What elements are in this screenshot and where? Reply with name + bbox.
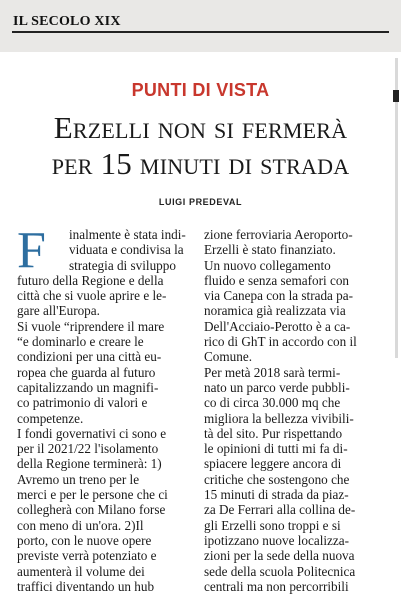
body-line: centrali ma non percorribili [204, 578, 349, 594]
masthead-bar [0, 0, 401, 52]
body-line: spiacere leggere ancora di [204, 456, 342, 472]
body-line: inalmente è stata indi- [69, 227, 186, 242]
article-column-left [17, 222, 189, 594]
body-line: fluido e senza semafori con [204, 272, 350, 288]
body-line: rico di GhT in accordo con il [204, 334, 357, 350]
body-line: Si vuole “riprendere il mare [17, 318, 165, 334]
section-title: PUNTI DI VISTA [131, 80, 270, 100]
newspaper-masthead: IL SECOLO XIX [13, 14, 121, 29]
body-line: Un nuovo collegamento [204, 257, 331, 273]
body-line: Dell'Acciaio-Perotto è a ca- [204, 318, 351, 334]
body-line: zione ferroviaria Aeroporto- [204, 227, 353, 242]
body-line: della Regione terminerà: 1) [17, 456, 162, 472]
body-line: futuro della Regione e della [17, 272, 164, 288]
body-line: critiche che sostengono che [204, 471, 350, 487]
body-line: tà del sito. Pur rispettando [204, 425, 343, 441]
body-line: previste verrà potenziato e [17, 548, 157, 564]
body-line: nato un parco verde pubbli- [204, 379, 350, 395]
body-line: zioni per la sede della nuova [204, 548, 355, 564]
body-line: 15 minuti di strada da piaz- [204, 487, 349, 503]
body-line: con meno di un'ora. 2)Il [17, 517, 144, 533]
body-line: Erzelli è stato finanziato. [204, 242, 336, 258]
body-line: noramica già realizzata via [204, 303, 346, 319]
body-line: gli Erzelli sono troppi e si [204, 517, 341, 533]
masthead-rule [12, 31, 389, 33]
body-line: viduata e condivisa la [69, 242, 184, 258]
body-line: aumenterà il volume dei [17, 563, 145, 579]
body-line: I fondi governativi ci sono e [17, 425, 167, 441]
body-line: sede della scuola Politecnica [204, 563, 356, 579]
body-line: za De Ferrari alla collina de- [204, 502, 356, 518]
body-line: co patrimonio di valori e [17, 395, 148, 411]
body-line: le opinioni di tutti mi fa di- [204, 441, 348, 457]
headline-line-1: Erzelli non si fermerà [53, 110, 348, 145]
adjacent-column-edge [395, 58, 398, 358]
article-column-right [204, 227, 378, 594]
article-headline [0, 110, 401, 182]
body-line: “e dominarlo e creare le [17, 334, 144, 350]
drop-cap: F [17, 222, 46, 279]
body-line: Avremo un treno per le [17, 471, 140, 487]
body-line: via Canepa con la strada pa- [204, 288, 354, 304]
body-line: merci e per le persone che ci [17, 487, 168, 503]
body-line: traffici diventando un hub [17, 578, 155, 594]
body-line: capitalizzando un magnifi- [17, 379, 159, 395]
body-line: condizioni per una città eu- [17, 349, 162, 365]
body-line: collegherà con Milano forse [17, 502, 166, 518]
body-line: Per metà 2018 sarà termi- [204, 364, 341, 380]
body-line: porto, con le nuove opere [17, 532, 152, 548]
body-line: competenze. [17, 410, 84, 426]
body-line: ipotizzano nuove localizza- [204, 532, 349, 548]
headline-line-2: per 15 minuti di strada [51, 146, 350, 181]
body-line: gare all'Europa. [17, 303, 100, 319]
body-line: per il 2021/22 l'isolamento [17, 441, 159, 457]
author-byline: LUIGI PREDEVAL [158, 197, 243, 207]
body-line: migliora la bellezza vivibili- [204, 410, 354, 426]
body-line: città che si vuole aprire e le- [17, 288, 167, 304]
body-line: ropea che guarda al futuro [17, 364, 156, 380]
body-line: strategia di sviluppo [69, 257, 176, 273]
body-line: Comune. [204, 349, 252, 365]
body-line: co di circa 30.000 mq che [204, 395, 341, 411]
